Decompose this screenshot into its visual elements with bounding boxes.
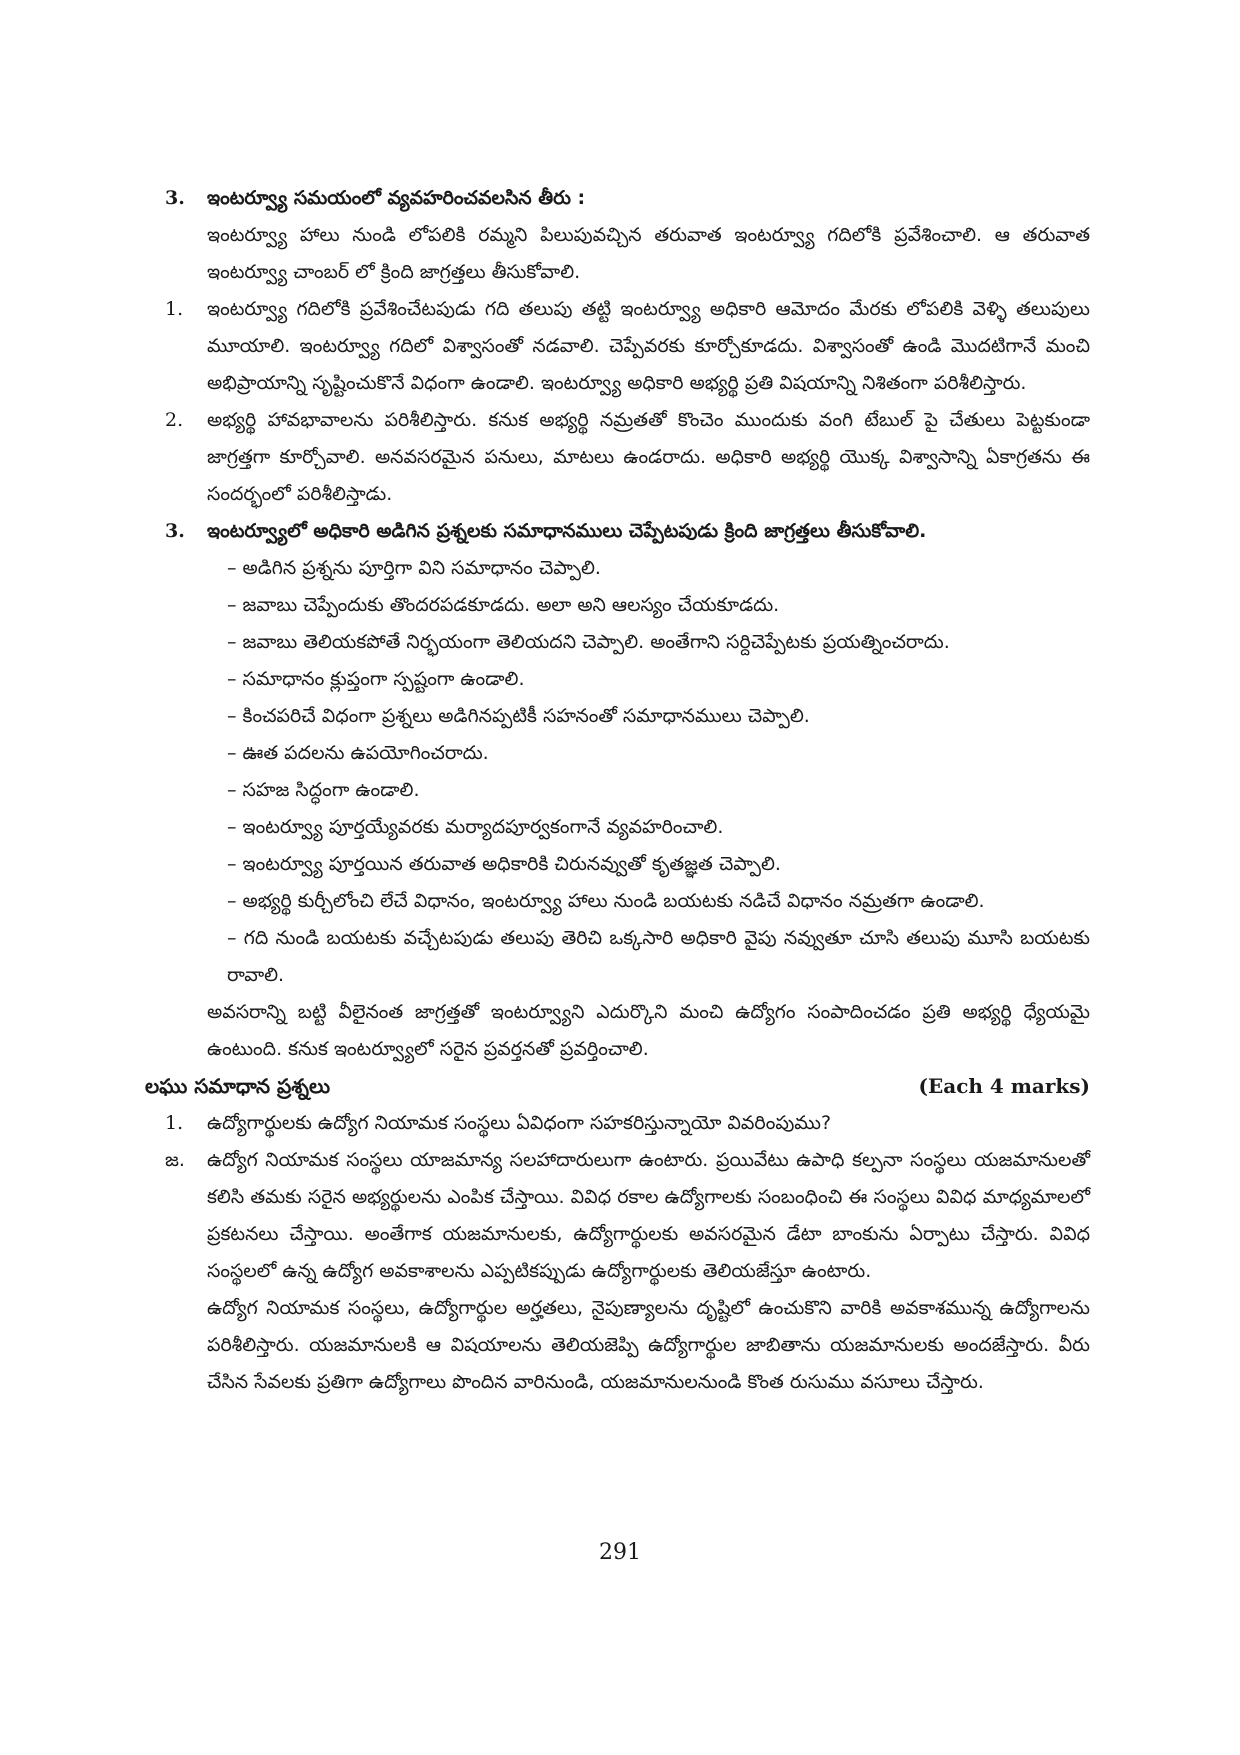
page-content: [145, 180, 1090, 1401]
bullet-item: – జవాబు చెప్పేందుకు తొందరపడకూడదు. అలా అని ఆలస్యం చేయకూడదు.: [227, 594, 780, 616]
answer: [165, 1142, 1090, 1290]
item-number: 2.: [165, 409, 184, 431]
page-number: 291: [599, 1540, 641, 1565]
section-intro: ఇంటర్వ్యూ హాలు నుండి లోపలికి రమ్మని పిలుపువచ్చిన తరువాత ఇంటర్వ్యూ గదిలోకి ప్రవేశించాలి. ఆ తరువాత ఇంటర్వ్యూ చాంబర్ లో క్రింది జాగ్రత్తలు తీసుకోవాలి.: [207, 224, 1090, 283]
bullet-item: – సమాధానం క్లుప్తంగా స్పష్టంగా ఉండాలి.: [227, 668, 525, 690]
bullet-item: – కించపరిచే విధంగా ప్రశ్నలు అడిగినప్పటికీ సహనంతో సమాధానములు చెప్పాలి.: [227, 705, 810, 727]
numbered-item: [165, 402, 1090, 513]
item-text: ఇంటర్వ్యూ గదిలోకి ప్రవేశించేటపుడు గది తలుపు తట్టి ఇంటర్వ్యూ అధికారి ఆమోదం మేరకు లోపలికి వెళ్ళి తలుపులు మూయాలి. ఇంటర్వ్యూ గదిలో విశ్వాసంతో నడవాలి. చెప్పేవరకు కూర్చోకూడదు. విశ్వాసంతో ఉండి మొదటిగానే మంచి అభిప్రాయాన్ని సృష్టించుకొనే విధంగా ఉండాలి. ఇంటర్వ్యూ అధికారి అభ్యర్థి ప్రతి విషయాన్ని నిశితంగా పరిశీలిస్తారు.: [207, 298, 1090, 394]
bullet-item: – అడిగిన ప్రశ్నను పూర్తిగా విని సమాధానం చెప్పాలి.: [227, 557, 601, 579]
answer-paragraph-1: ఉద్యోగ నియామక సంస్థలు యాజమాన్య సలహాదారులుగా ఉంటారు. ప్రయివేటు ఉపాధి కల్పనా సంస్థలు యజమానులతో కలిసి తమకు సరైన అభ్యర్థులను ఎంపిక చేస్తాయి. వివిధ రకాల ఉద్యోగాలకు సంబంధించి ఈ సంస్థలు వివిధ మాధ్యమాలలో ప్రకటనలు చేస్తాయి. అంతేగాక యజమానులకు, ఉద్యోగార్థులకు అవసరమైన డేటా బాంకును ఏర్పాటు చేస్తారు. వివిధ సంస్థలలో ఉన్న ఉద్యోగ అవకాశాలను ఎప్పటికప్పుడు ఉద్యోగార్థులకు తెలియజేస్తూ ఉంటారు.: [207, 1149, 1090, 1282]
bullet-item: – జవాబు తెలియకపోతే నిర్భయంగా తెలియదని చెప్పాలి. అంతేగాని సర్దిచెప్పేటకు ప్రయత్నించరాదు.: [227, 631, 950, 653]
section-number: 3.: [165, 187, 185, 209]
bullet-item: – గది నుండి బయటకు వచ్చేటపుడు తలుపు తెరిచి ఒక్కసారి అధికారి వైపు నవ్వుతూ చూసి తలుపు మూసి బయటకు రావాలి.: [227, 927, 1090, 986]
question-number: 1.: [165, 1112, 184, 1134]
closing-paragraph: అవసరాన్ని బట్టి వీలైనంత జాగ్రత్తతో ఇంటర్వ్యూని ఎదుర్కొని మంచి ఉద్యోగం సంపాదించడం ప్రతి అభ్యర్థి ధ్యేయమై ఉంటుంది. కనుక ఇంటర్వ్యూలో సరైన ప్రవర్తనతో ప్రవర్తించాలి.: [207, 1001, 1090, 1060]
section-heading: [165, 513, 1090, 550]
short-questions-title: లఘు సమాధాన ప్రశ్నలు: [145, 1074, 331, 1098]
bullet-item: – ఊత పదలను ఉపయోగించరాదు.: [227, 742, 489, 764]
section-title: ఇంటర్వ్యూ సమయంలో వ్యవహరించవలసిన తీరు :: [207, 187, 586, 209]
section-heading: [165, 180, 1090, 217]
bullet-item: – ఇంటర్వ్యూ పూర్తయ్యేవరకు మర్యాదపూర్వకంగానే వ్యవహరించాలి.: [227, 816, 724, 838]
answer-label: జ.: [165, 1149, 185, 1171]
numbered-item: [165, 291, 1090, 402]
question-text: ఉద్యోగార్థులకు ఉద్యోగ నియామక సంస్థలు ఏవిధంగా సహకరిస్తున్నాయో వివరింపుము?: [207, 1112, 832, 1134]
bullet-list: [165, 550, 1090, 994]
question: [165, 1105, 1090, 1142]
bullet-item: – అభ్యర్థి కుర్చీలోంచి లేచే విధానం, ఇంటర్వ్యూ హాలు నుండి బయటకు నడిచే విధానం నమ్రతగా ఉండాలి.: [227, 890, 985, 912]
bullet-item: – సహజ సిద్ధంగా ఉండాలి.: [227, 779, 420, 801]
answer-paragraph-2: ఉద్యోగ నియామక సంస్థలు, ఉద్యోగార్థుల అర్హతలు, నైపుణ్యాలను దృష్టిలో ఉంచుకొని వారికి అవకాశమున్న ఉద్యోగాలను పరిశీలిస్తారు. యజమానులకి ఆ విషయాలను తెలియజెప్పి ఉద్యోగార్థుల జాబితాను యజమానులకు అందజేస్తారు. వీరు చేసిన సేవలకు ప్రతిగా ఉద్యోగాలు పొందిన వారినుండి, యజమానులనుండి కొంత రుసుము వసూలు చేస్తారు.: [207, 1297, 1090, 1393]
short-questions-heading: [145, 1068, 1090, 1105]
section-title: ఇంటర్వ్యూలో అధికారి అడిగిన ప్రశ్నలకు సమాధానములు చెప్పేటపుడు క్రింది జాగ్రత్తలు తీసుకోవాలి.: [207, 520, 927, 542]
item-number: 1.: [165, 298, 184, 320]
section-number: 3.: [165, 520, 185, 542]
item-text: అభ్యర్థి హావభావాలను పరిశీలిస్తారు. కనుక అభ్యర్థి నమ్రతతో కొంచెం ముందుకు వంగి టేబుల్ పై చేతులు పెట్టకుండా జాగ్రత్తగా కూర్చోవాలి. అనవసరమైన పనులు, మాటలు ఉండరాదు. అధికారి అభ్యర్థి యొక్క విశ్వాసాన్ని ఏకాగ్రతను ఈ సందర్భంలో పరిశీలిస్తాడు.: [207, 409, 1090, 505]
bullet-item: – ఇంటర్వ్యూ పూర్తయిన తరువాత అధికారికి చిరునవ్వుతో కృతజ్ఞత చెప్పాలి.: [227, 853, 781, 875]
marks-label: (Each 4 marks): [918, 1074, 1090, 1098]
